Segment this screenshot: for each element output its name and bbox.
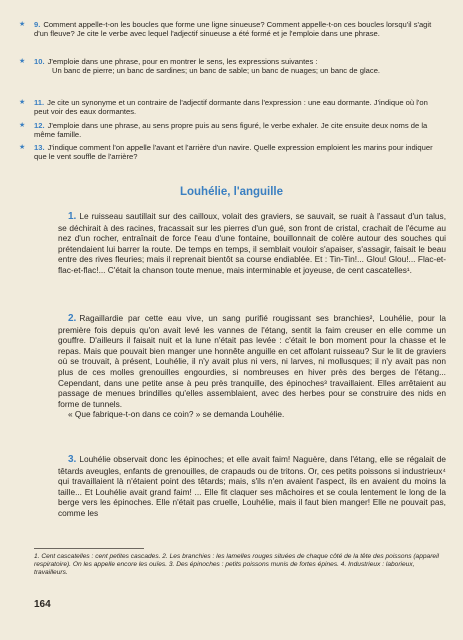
paragraph-number: 1. — [68, 211, 77, 222]
paragraph-1 — [58, 211, 446, 276]
star-icon: ★ — [19, 99, 26, 106]
story-title: Louhélie, l'anguille — [179, 186, 284, 198]
paragraph-3 — [58, 454, 446, 519]
footnote-divider — [34, 548, 144, 549]
exercise-text: Comment appelle-t-on les boucles que forme une ligne sinueuse? Comment appelle-t-on ces boucles lorsqu'il s'agit d'un fleuve? Je cite le verbe avec lequel l'adjectif sinueuse a été formé et je l'emploie dans une phrase. — [34, 20, 432, 39]
exercise-subtext: Un banc de pierre; un banc de sardines; un banc de sable; un banc de nuages; un banc de glace. — [52, 66, 381, 76]
exercise-number: 12. — [34, 121, 45, 130]
exercise-text: Je cite un synonyme et un contraire de l'adjectif dormante dans l'expression : une eau dormante. J'indique où l'on peut voir des eaux dormantes. — [34, 98, 428, 117]
page-number: 164 — [34, 599, 51, 610]
exercise-number: 11. — [34, 98, 45, 107]
paragraph-text: Louhélie observait donc les épinoches; et elle avait faim! Naguère, dans l'étang, elle se régalait de têtards aveugles, enfants de grenouilles, de crapauds ou de tritons. Or, ces petits poissons si industrieux⁴ qui travaillaient là n'étaient point des têtards; mais, s'ils n'en avaient l'aspect, ils en avaient du moins la taille... Et Louhélie avait grand faim! ... Elle fit claquer ses mâchoires et se coula lentement le long de la berge vers les épinoches. Elle n'était pas cruelle, Louhélie, mais il faut bien manger! Elle ne pouvait pas, comme les — [58, 454, 446, 518]
exercise-number: 13. — [34, 143, 45, 152]
paragraph-number: 2. — [68, 313, 77, 324]
paragraph-quote: « Que fabrique-t-on dans ce coin? » se demanda Louhélie. — [68, 409, 285, 420]
exercise-number: 9. — [34, 20, 41, 29]
star-icon: ★ — [19, 144, 26, 151]
exercise-11 — [19, 98, 444, 117]
star-icon: ★ — [19, 21, 26, 28]
paragraph-text: Le ruisseau sautillait sur des cailloux, volait des graviers, se sauvait, se ruait à l'assaut d'un talus, se déchirait à des racines, fracassait sur les pierres d'un gué, son front de cristal, crachait de l'écume au nez d'un rocher, entraînait de force l'eau d'une fontaine, bouillonnait de colère autour des souches qui prétendaient lui barrer la route. De temps en temps, il semblait vouloir s'apaiser, s'assagir, faisait le beau entre des rives fleuries; mais il reprenait bientôt sa course endiablée. Et : Tin-Tin!... Glou! Glou!... Flac-et-flac-et-flac!... C'était la chanson toute menue, mais interminable et joyeuse, de cent cascatelles¹. — [58, 211, 446, 275]
exercise-10 — [19, 57, 444, 76]
exercise-12 — [19, 121, 444, 140]
exercise-text: J'emploie dans une phrase, au sens propre puis au sens figuré, le verbe exhaler. Je cite ensuite deux noms de la même famille. — [34, 121, 428, 140]
footnotes: 1. Cent cascatelles : cent petites cascades. 2. Les branchies : les lamelles rouges situées de chaque côté de la tête des poissons (appareil respiratoire). On les appelle encore les ouïes. 3. Des épinoches : petits poissons munis de fortes épines. 4. Industrieux : laborieux, travailleurs. — [34, 553, 440, 577]
exercise-9 — [19, 20, 444, 39]
exercise-number: 10. — [34, 57, 45, 66]
star-icon: ★ — [19, 58, 26, 65]
star-icon: ★ — [19, 122, 26, 129]
paragraph-text: Ragaillardie par cette eau vive, un sang purifié rougissant ses branchies², Louhélie, pour la première fois depuis qu'on avait levé les vannes de l'étang, sentit la faim creuser en elle comme un gouffre. D'ailleurs il faisait nuit et la lune n'était pas levée : c'était le bon moment pour la chasse et le repas. Mais que pouvait bien manger une honnête anguille en cet affolant ruisseau? Sur le lit de graviers où se trouvait, à présent, Louhélie, il n'y avait plus ni vers, ni larves, ni mollusques; il n'y avait pas non plus de ces molles grenouilles engourdies, si nombreuses en hiver près des berges de l'étang... Cependant, dans une petite anse à peu près tranquille, des épinoches³ travaillaient. Elles arrêtaient au passage de menues brindilles qu'elles assemblaient, avec des herbes pour se construire des nids en forme de tunnels. — [58, 313, 446, 409]
exercise-text: J'indique comment l'on appelle l'avant et l'arrière d'un navire. Quelle expression emploient les marins pour indiquer que le vent souffle de l'arrière? — [34, 143, 433, 162]
exercise-13 — [19, 143, 444, 162]
paragraph-2 — [58, 313, 446, 420]
paragraph-number: 3. — [68, 454, 77, 465]
exercise-text: J'emploie dans une phrase, pour en montrer le sens, les expressions suivantes : — [47, 57, 318, 66]
